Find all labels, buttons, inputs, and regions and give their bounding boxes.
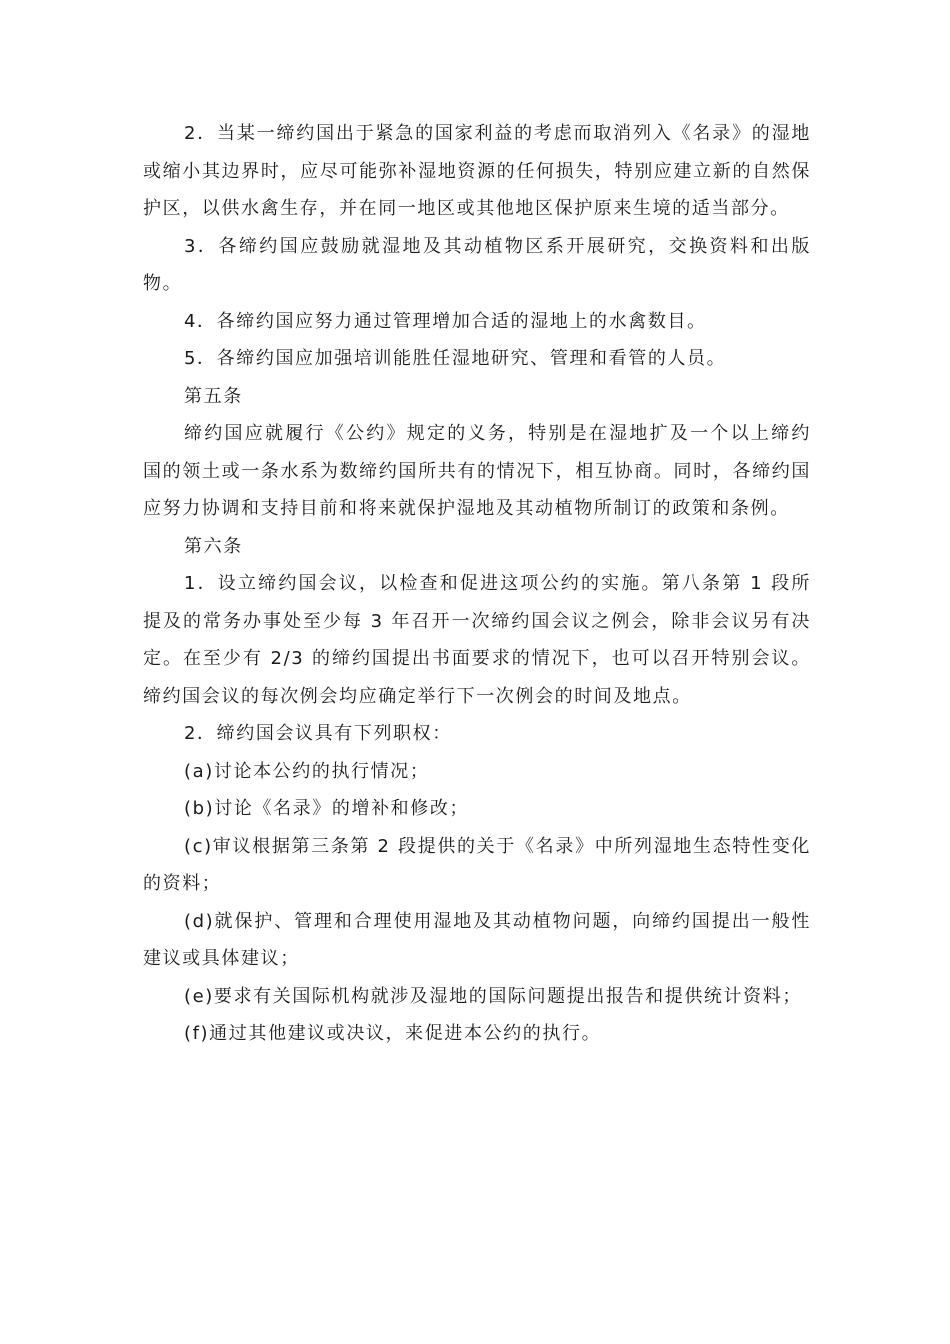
paragraph-article6-item1: 1．设立缔约国会议，以检查和促进这项公约的实施。第八条第 1 段所提及的常务办事处至少每 3 年召开一次缔约国会议之例会，除非会议另有决定。在至少有 2/3 的缔约国提出书面要求的情况下，也可以召开特别会议。缔约国会议的每次例会均应确定举行下一次例会的时间及地点。 (143, 573, 811, 707)
list-item-c: (c)审议根据第三条第 2 段提供的关于《名录》中所列湿地生态特性变化的资料； (143, 835, 811, 894)
list-item-b: (b)讨论《名录》的增补和修改； (184, 798, 470, 819)
paragraph-article4-item2: 2．当某一缔约国出于紧急的国家利益的考虑而取消列入《名录》的湿地或缩小其边界时，应尽可能弥补湿地资源的任何损失，特别应建立新的自然保护区，以供水禽生存，并在同一地区或其他地区保护原来生境的适当部分。 (143, 123, 811, 219)
list-item-a: (a)讨论本公约的执行情况； (184, 760, 430, 782)
list-item-e: (e)要求有关国际机构就涉及湿地的国际问题提出报告和提供统计资料； (184, 985, 802, 1007)
paragraph-article5-body: 缔约国应就履行《公约》规定的义务，特别是在湿地扩及一个以上缔约国的领土或一条水系为数缔约国所共有的情况下，相互协商。同时，各缔约国应努力协调和支持目前和将来就保护湿地及其动植物所制订的政策和条例。 (143, 423, 811, 519)
paragraph-article6-item2: 2．缔约国会议具有下列职权： (184, 723, 452, 744)
list-item-d: (d)就保护、管理和合理使用湿地及其动植物问题，向缔约国提出一般性建议或具体建议； (143, 910, 811, 969)
paragraph-article4-item4: 4．各缔约国应努力通过管理增加合适的湿地上的水禽数目。 (184, 310, 707, 332)
list-item-f: (f)通过其他建议或决议，来促进本公约的执行。 (184, 1023, 602, 1044)
article6-heading: 第六条 (184, 535, 243, 557)
paragraph-article4-item5: 5．各缔约国应加强培训能胜任湿地研究、管理和看管的人员。 (184, 348, 727, 369)
document-page (143, 115, 811, 1053)
paragraph-article4-item3: 3．各缔约国应鼓励就湿地及其动植物区系开展研究，交换资料和出版物。 (143, 235, 811, 294)
article5-heading: 第五条 (184, 385, 243, 407)
